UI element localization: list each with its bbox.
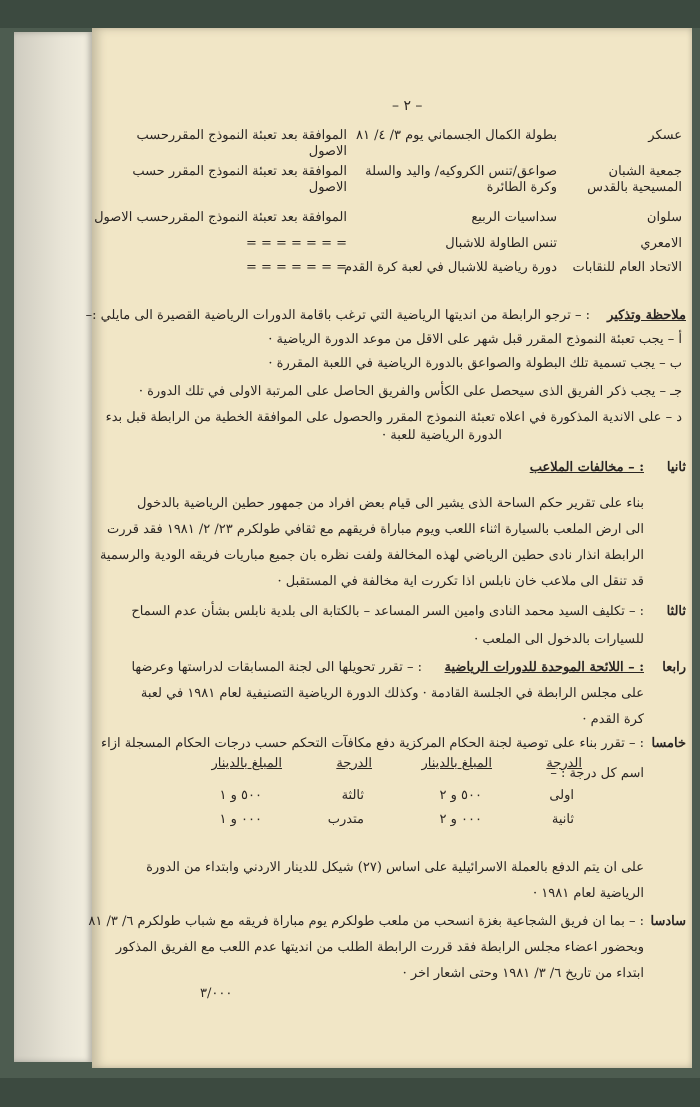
section-line: الرياضية لعام ١٩٨١ ·	[533, 886, 644, 901]
section-number: ثانيا	[666, 460, 686, 475]
table-header: الدرجة	[546, 756, 582, 771]
section-number: ثالثا	[666, 604, 686, 619]
left-page-edge	[14, 32, 92, 1062]
section-title: : – اللائحة الموحدة للدورات الرياضية	[444, 660, 644, 675]
event-club: جمعية الشبان المسيحية بالقدس	[587, 164, 682, 195]
note-item: جـ – يجب ذكر الفريق الذى سيحصل على الكأس والفريق الحاصل على المرتبة الاولى في تلك الدورة ·	[138, 384, 682, 399]
page-footer: ٣/٠٠٠	[200, 986, 233, 1001]
section-line: : – تقرر بناء على توصية لجنة الحكام المركزية دفع مكافآت التحكم حسب درجات الحكام المسجلة ازاء	[100, 736, 644, 751]
event-club: سلوان	[646, 210, 682, 225]
event-status: الموافقة بعد تعبئة النموذج المقررحسب الاصول	[136, 128, 347, 159]
section-line: الرابطة انذار نادى حطين الرياضي لهذه المخالفة ولفت نظره بان جميع مباريات فريقه الودية والرسمية	[99, 548, 644, 563]
section-number: سادسا	[650, 914, 686, 929]
table-cell: ٠٠٠ و ١	[219, 812, 262, 827]
section-line: وبحضور اعضاء مجلس الرابطة فقد قررت الرابطة الطلب من انديتها عدم اللعب مع الفريق المذكور	[115, 940, 644, 955]
event-desc: دورة رياضية للاشبال في لعبة كرة القدم	[343, 260, 557, 275]
section-line: ابتداء من تاريخ ٦/ ٣/ ١٩٨١ وحتى اشعار اخر ·	[402, 966, 644, 981]
section-line: للسيارات بالدخول الى الملعب ·	[474, 632, 644, 647]
section-line: كرة القدم ·	[582, 712, 644, 727]
event-desc: تنس الطاولة للاشبال	[445, 236, 557, 251]
document-page	[85, 28, 692, 1068]
table-cell: ثالثة	[341, 788, 364, 803]
section-line: بناء على تقرير حكم الساحة الذى يشير الى قيام بعض افراد من جمهور حطين الرياضية بالدخول	[136, 496, 644, 511]
section-line: على مجلس الرابطة في الجلسة القادمة · وكذلك الدورة الرياضية التصنيفية لعام ١٩٨١ في لعبة	[140, 686, 644, 701]
event-desc: بطولة الكمال الجسماني يوم ٣/ ٤/ ٨١	[356, 128, 557, 143]
section-line: : – تقرر تحويلها الى لجنة المسابقات لدراستها وعرضها	[131, 660, 422, 675]
section-line: : – بما ان فريق الشجاعية بغزة انسحب من ملعب طولكرم يوم مباراة فريقه مع شباب طولكرم ٦/ ٣/ ٨١	[88, 914, 644, 929]
table-cell: ٥٠٠ و ٢	[439, 788, 482, 803]
section-number: خامسا	[651, 736, 686, 751]
page-number: – ٢ –	[392, 98, 423, 114]
table-cell: ثانية	[551, 812, 574, 827]
event-status: الموافقة بعد تعبئة النموذج المقرر حسب الاصول	[132, 164, 347, 195]
note-item: د – على الاندية المذكورة في اعلاه تعبئة النموذج المقرر والحصول على الموافقة الخطية من الرابطة قبل بدء	[105, 410, 682, 425]
event-desc: صواعق/تنس الكروكيه/ واليد والسلة وكرة الطائرة	[365, 164, 557, 195]
event-desc: سداسيات الربيع	[471, 210, 557, 225]
event-club: عسكر	[648, 128, 682, 143]
section-number: رابعا	[662, 660, 686, 675]
table-header: المبلغ بالدينار	[421, 756, 492, 771]
table-cell: ٠٠٠ و ٢	[439, 812, 482, 827]
table-cell: متدرب	[327, 812, 364, 827]
section-line: قد تنقل الى ملاعب خان نابلس اذا تكررت اية مخالفة في المستقبل ·	[277, 574, 644, 589]
table-header: المبلغ بالدينار	[211, 756, 282, 771]
table-cell: اولى	[549, 788, 574, 803]
event-status: = = = = = = =	[245, 236, 347, 251]
table-header: الدرجة	[336, 756, 372, 771]
grade-intro: اسم كل درجة : –	[550, 766, 644, 781]
note-item: ب – يجب تسمية تلك البطولة والصواعق بالدورة الرياضية في اللعبة المقررة ·	[268, 356, 682, 371]
event-status: = = = = = = =	[245, 260, 347, 275]
event-status: الموافقة بعد تعبئة النموذج المقررحسب الاصول	[94, 210, 347, 225]
event-club: الامعري	[640, 236, 682, 251]
note-item: الدورة الرياضية للعبة ·	[382, 428, 502, 443]
note-intro: : – ترجو الرابطة من انديتها الرياضية التي ترغب باقامة الدورات الرياضية القصيرة الى مايلي :–	[85, 308, 590, 323]
section-line: : – تكليف السيد محمد النادى وامين السر المساعد – بالكتابة الى بلدية نابلس بشأن عدم السماح	[131, 604, 644, 619]
section-line: على ان يتم الدفع بالعملة الاسرائيلية على اساس (٢٧) شيكل للدينار الاردني وابتداء من الدورة	[146, 860, 644, 875]
event-club: الاتحاد العام للنقابات	[572, 260, 682, 275]
note-item: أ – يجب تعبئة النموذج المقرر قبل شهر على الاقل من موعد الدورة الرياضية ·	[268, 332, 682, 347]
table-cell: ٥٠٠ و ١	[219, 788, 262, 803]
section-title: : – مخالفات الملاعب	[529, 460, 644, 475]
section-line: الى ارض الملعب بالسيارة اثناء اللعب ويوم مباراة فريقهم مع ثقافي طولكرم ٢٣/ ٢/ ١٩٨١ فقد قررت	[107, 522, 644, 537]
note-label: ملاحظة وتذكير	[607, 308, 686, 323]
